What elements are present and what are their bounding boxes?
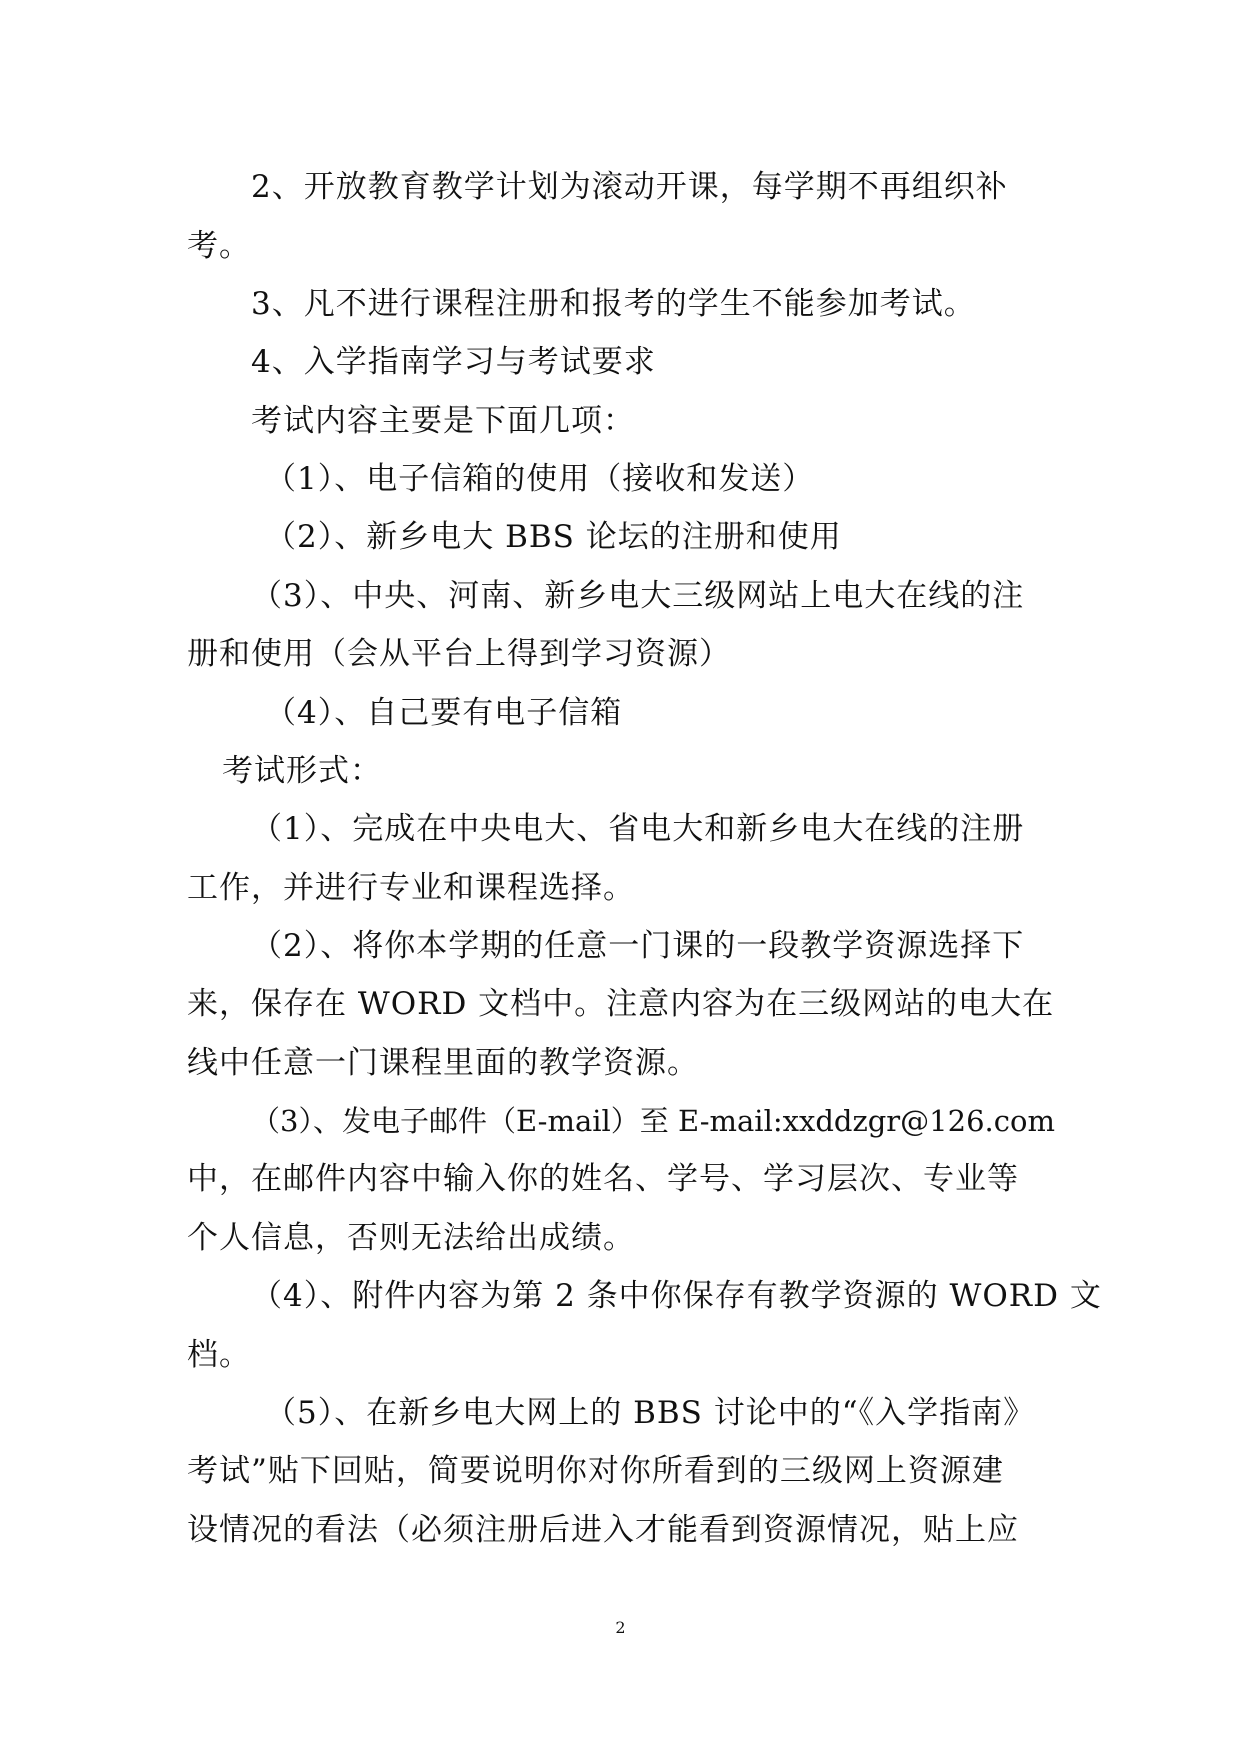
text-line: （2）、将你本学期的任意一门课的一段教学资源选择下 [251,928,1025,964]
text-line: （4）、自己要有电子信箱 [265,695,623,731]
text-line: 2、开放教育教学计划为滚动开课，每学期不再组织补 [251,169,1008,205]
text-line: （1）、电子信箱的使用（接收和发送） [265,461,815,497]
text-line: 个人信息，否则无法给出成绩。 [187,1220,635,1256]
text-line: 4、入学指南学习与考试要求 [251,344,656,380]
text-line: 考试”贴下回贴，简要说明你对你所看到的三级网上资源建 [187,1453,1004,1489]
text-line: 来，保存在 WORD 文档中。注意内容为在三级网站的电大在 [187,986,1055,1022]
text-line: （5）、在新乡电大网上的 BBS 讨论中的“《入学指南》 [265,1395,1036,1431]
text-line: （3）、发电子邮件（E-mail）至 E-mail:xxddzgr@126.com [251,1104,1055,1138]
text-line: 档。 [187,1337,251,1373]
text-line: 工作，并进行专业和课程选择。 [187,870,635,906]
text-line: 考试内容主要是下面几项： [251,403,635,439]
text-line: 考试形式： [222,753,382,789]
text-line: 3、凡不进行课程注册和报考的学生不能参加考试。 [251,286,976,322]
page-number: 2 [615,1618,626,1637]
text-line: 册和使用（会从平台上得到学习资源） [187,636,731,672]
text-line: 线中任意一门课程里面的教学资源。 [187,1045,699,1081]
text-line: （3）、中央、河南、新乡电大三级网站上电大在线的注 [251,578,1025,614]
text-line: （1）、完成在中央电大、省电大和新乡电大在线的注册 [251,811,1025,847]
text-line: 设情况的看法（必须注册后进入才能看到资源情况，贴上应 [187,1512,1019,1548]
text-line: （4）、附件内容为第 2 条中你保存有教学资源的 WORD 文 [251,1278,1102,1314]
text-line: （2）、新乡电大 BBS 论坛的注册和使用 [265,519,842,555]
text-line: 中，在邮件内容中输入你的姓名、学号、学习层次、专业等 [187,1161,1019,1197]
text-line: 考。 [187,228,251,264]
